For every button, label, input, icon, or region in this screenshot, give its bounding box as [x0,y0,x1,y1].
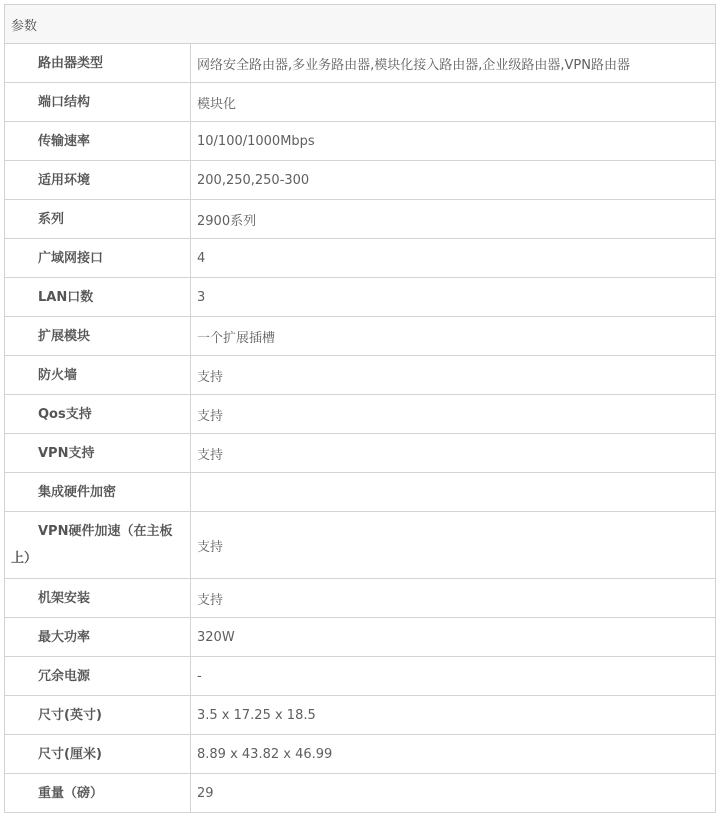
row-label: 传输速率 [5,122,191,161]
row-value: 3.5 x 17.25 x 18.5 [191,696,716,735]
row-value: 200,250,250-300 [191,161,716,200]
row-value: 模块化 [191,83,716,122]
row-value: 支持 [191,512,716,579]
table-row [5,696,716,735]
table-row [5,657,716,696]
table-row [5,579,716,618]
table-row [5,618,716,657]
row-label: 端口结构 [5,83,191,122]
table-row [5,774,716,813]
row-label: 冗余电源 [5,657,191,696]
row-label: 集成硬件加密 [5,473,191,512]
table-row [5,200,716,239]
table-row [5,83,716,122]
row-value: 支持 [191,434,716,473]
row-value: 支持 [191,356,716,395]
row-value: 320W [191,618,716,657]
table-row [5,239,716,278]
table-row [5,317,716,356]
row-value: 29 [191,774,716,813]
row-label: 适用环境 [5,161,191,200]
table-row [5,122,716,161]
row-value: 10/100/1000Mbps [191,122,716,161]
row-value: 支持 [191,395,716,434]
row-value: 2900系列 [191,200,716,239]
row-value: 网络安全路由器,多业务路由器,模块化接入路由器,企业级路由器,VPN路由器 [191,44,716,83]
row-value: 4 [191,239,716,278]
table-row [5,356,716,395]
table-row [5,473,716,512]
row-label: 路由器类型 [5,44,191,83]
table-header: 参数 [5,5,716,44]
row-value: - [191,657,716,696]
row-label: 尺寸(厘米) [5,735,191,774]
row-value: 8.89 x 43.82 x 46.99 [191,735,716,774]
row-label: 最大功率 [5,618,191,657]
table-header-row [5,5,716,44]
row-label: 防火墙 [5,356,191,395]
row-label: VPN硬件加速（在主板上） [5,512,191,579]
table-row [5,44,716,83]
spec-table [4,4,716,813]
table-row [5,512,716,579]
table-row [5,434,716,473]
row-label: 尺寸(英寸) [5,696,191,735]
row-value: 支持 [191,579,716,618]
row-label: 系列 [5,200,191,239]
row-label: VPN支持 [5,434,191,473]
row-label: 重量（磅） [5,774,191,813]
row-label: LAN口数 [5,278,191,317]
table-row [5,735,716,774]
row-label: 广域网接口 [5,239,191,278]
table-row [5,161,716,200]
row-label: 扩展模块 [5,317,191,356]
row-label: 机架安装 [5,579,191,618]
row-label: Qos支持 [5,395,191,434]
table-row [5,395,716,434]
row-value: 一个扩展插槽 [191,317,716,356]
table-row [5,278,716,317]
row-value: 3 [191,278,716,317]
row-value [191,473,716,512]
